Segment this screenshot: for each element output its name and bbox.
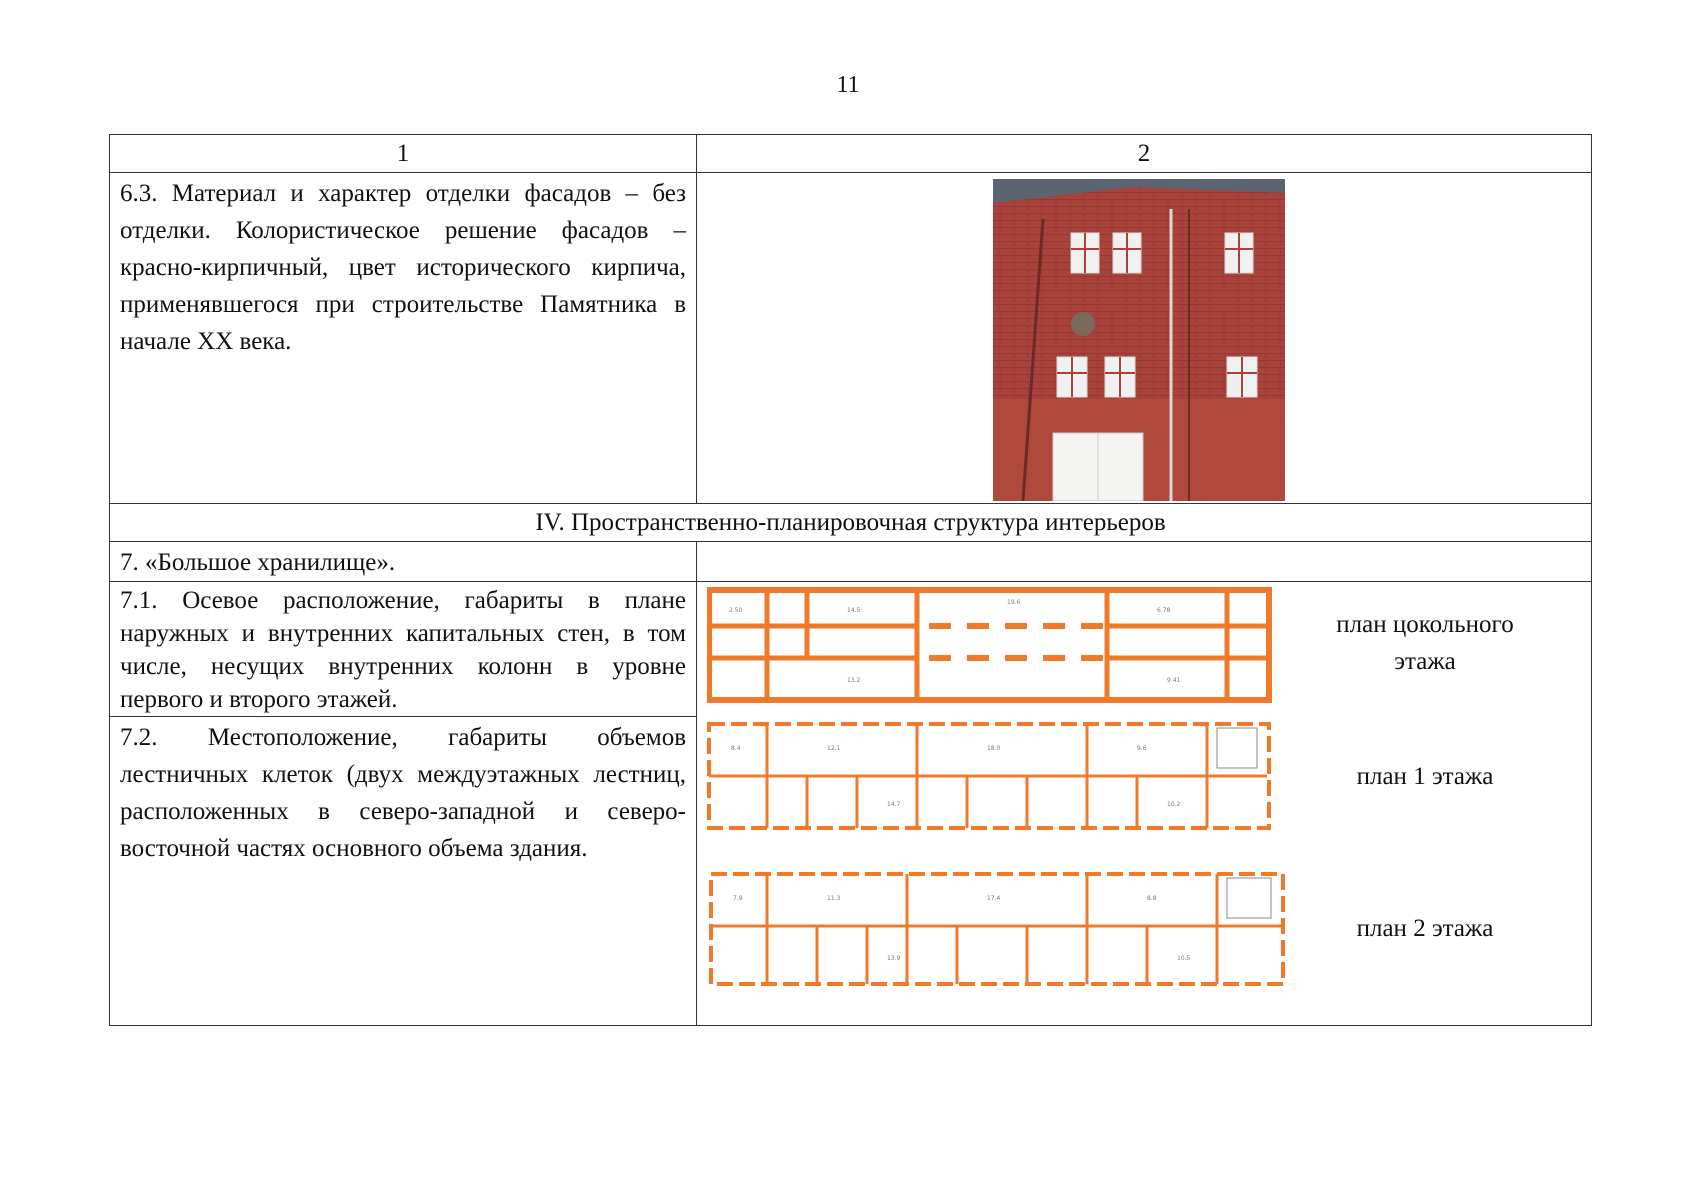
svg-text:13.9: 13.9 — [887, 955, 901, 962]
facade-photo-wrap — [697, 173, 1591, 503]
plans-container — [697, 582, 1591, 1014]
svg-text:8.8: 8.8 — [1147, 895, 1157, 902]
svg-text:6.78: 6.78 — [1157, 607, 1171, 614]
svg-text:19.6: 19.6 — [1007, 599, 1021, 606]
svg-text:10.2: 10.2 — [1167, 801, 1181, 808]
staircases-text: 7.2. Местоположение, габариты объемов лестничных клеток (двух междуэтажных лестниц, расположенных в северо-западной и северо-восточной частях основного объема здания. — [110, 717, 697, 1026]
floor2-plan-label: план 2 этажа — [1356, 915, 1494, 942]
row-section-iv — [110, 504, 1592, 542]
svg-text:12.1: 12.1 — [827, 745, 841, 752]
basement-plan-label-line2: этажа — [1394, 648, 1456, 675]
plans-cell — [697, 582, 1592, 1026]
facade-photo-cell — [697, 173, 1592, 504]
row-6-3 — [110, 173, 1592, 504]
basement-plan-label-line1: план цокольного — [1336, 611, 1514, 638]
svg-text:14.5: 14.5 — [847, 607, 861, 614]
col-header-1: 1 — [110, 135, 697, 173]
basement-floor-plan — [707, 586, 1275, 704]
big-storage-title: 7. «Большое хранилище». — [110, 542, 697, 582]
second-floor-plan — [707, 870, 1287, 988]
walls-layout-text: 7.1. Осевое расположение, габариты в плане наружных и внутренних капитальных стен, в том числе, несущих внутренних колонн в уровне первого и второго этажей. — [110, 582, 697, 717]
svg-text:14.7: 14.7 — [887, 801, 901, 808]
svg-text:9.41: 9.41 — [1167, 677, 1181, 684]
svg-text:13.2: 13.2 — [847, 677, 861, 684]
col-header-2: 2 — [697, 135, 1592, 173]
first-floor-plan — [707, 720, 1275, 832]
facade-finish-text: 6.3. Материал и характер отделки фасадов – без отделки. Колористическое решение фасадов – красно-кирпичный, цвет исторического кирпича, применявшегося при строительстве Памятника в начале XX века. — [110, 173, 697, 504]
floor1-plan-label: план 1 этажа — [1356, 763, 1494, 790]
section-title: IV. Пространственно-планировочная структура интерьеров — [110, 504, 1592, 542]
facade-photo — [993, 179, 1285, 501]
svg-text:17.4: 17.4 — [987, 895, 1001, 902]
document-table — [109, 134, 1592, 1026]
svg-text:2.50: 2.50 — [729, 607, 743, 614]
svg-text:10.5: 10.5 — [1177, 955, 1191, 962]
page-number: 11 — [836, 72, 860, 98]
svg-text:7.9: 7.9 — [733, 895, 743, 902]
basement-plan-label — [1295, 606, 1555, 680]
row-7 — [110, 542, 1592, 582]
svg-text:11.3: 11.3 — [827, 895, 841, 902]
svg-text:8.4: 8.4 — [731, 745, 741, 752]
svg-text:9.6: 9.6 — [1137, 745, 1147, 752]
row-7-empty-cell — [697, 542, 1592, 582]
row-7-1 — [110, 582, 1592, 717]
svg-text:18.0: 18.0 — [987, 745, 1001, 752]
header-row — [110, 135, 1592, 173]
